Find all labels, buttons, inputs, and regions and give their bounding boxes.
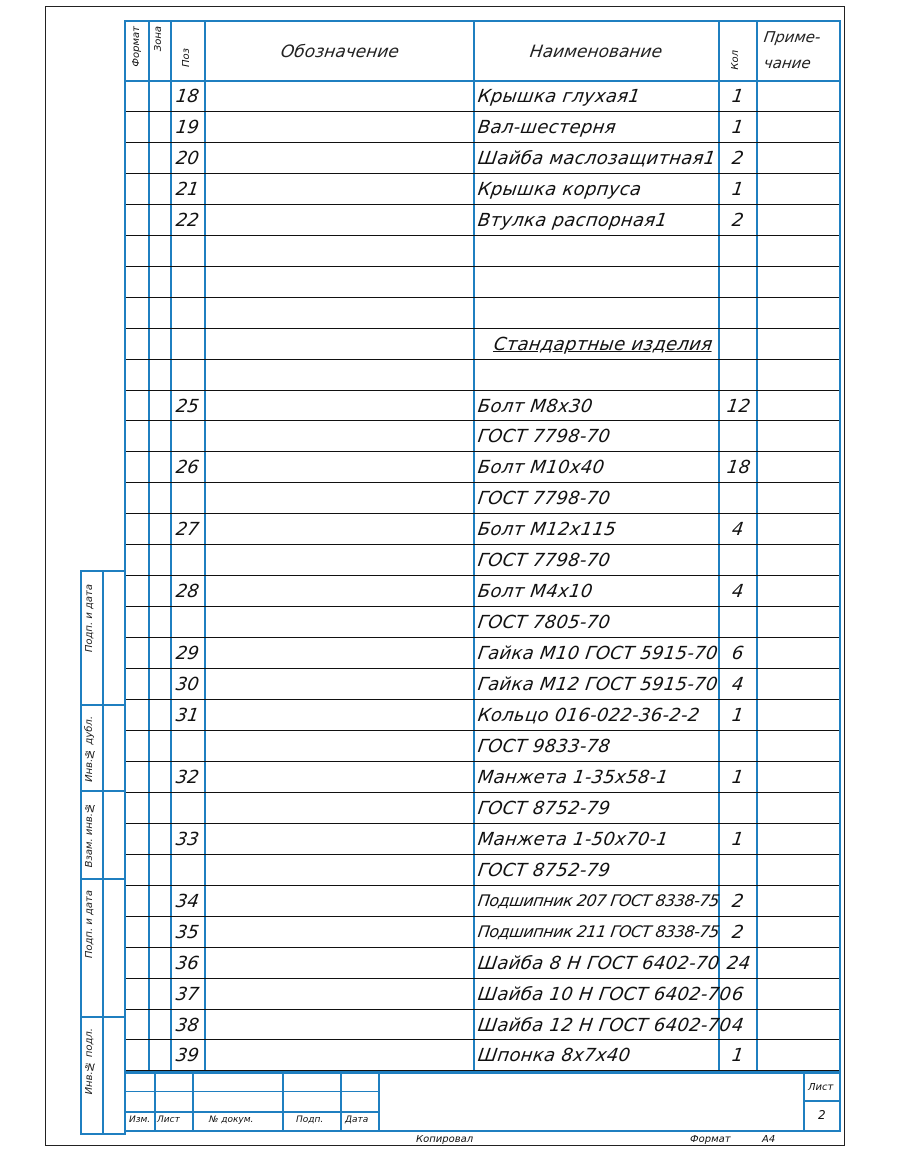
- row-divider: [126, 637, 839, 638]
- col-line-designation: [473, 22, 475, 1070]
- row-qty: 12: [725, 395, 752, 417]
- title-sheet-label: Лист: [808, 1082, 834, 1093]
- col-line-pos: [204, 22, 206, 1070]
- row-name: Манжета 1-50х70-1: [476, 828, 670, 850]
- side-stamp: [80, 570, 126, 1135]
- row-divider: [126, 173, 839, 174]
- header-name: Наименование: [528, 42, 664, 62]
- row-qty: 2: [730, 209, 746, 231]
- row-name: Крышка корпуса: [476, 178, 643, 200]
- row-divider: [126, 482, 839, 483]
- col-line-name: [718, 22, 720, 1070]
- row-pos: 29: [174, 643, 201, 665]
- row-name: Втулка распорная1: [476, 209, 669, 231]
- row-divider: [126, 111, 839, 112]
- header-note-line2: чание: [762, 54, 813, 72]
- row-divider: [126, 420, 839, 421]
- row-name: ГОСТ 7805-70: [476, 612, 612, 634]
- row-divider: [126, 854, 839, 855]
- col-line-zone: [170, 22, 172, 1070]
- side-label: Подп. и дата: [84, 584, 95, 653]
- header-designation: Обозначение: [279, 42, 401, 62]
- row-name: Болт М8х30: [476, 395, 595, 417]
- row-qty: 6: [730, 643, 746, 665]
- row-name: Подшипник 211 ГОСТ 8338-75: [476, 921, 721, 941]
- footer-format-value: А4: [762, 1134, 776, 1145]
- row-pos: 26: [174, 457, 201, 479]
- row-pos: 22: [174, 209, 201, 231]
- row-divider: [126, 544, 839, 545]
- row-qty: 4: [730, 581, 746, 603]
- specification-table: [124, 20, 841, 1072]
- row-qty: 4: [730, 1014, 746, 1036]
- title-col-5: [378, 1072, 380, 1130]
- row-divider: [126, 792, 839, 793]
- row-pos: 36: [174, 952, 201, 974]
- row-name: Шайба 12 Н ГОСТ 6402-70: [476, 1014, 733, 1036]
- row-divider: [126, 142, 839, 143]
- row-pos: 18: [174, 86, 201, 107]
- row-divider: [126, 885, 839, 886]
- side-label: Инв.№ дубл.: [84, 716, 95, 782]
- row-name: Болт М12х115: [476, 519, 618, 541]
- title-col-4: [340, 1072, 342, 1130]
- row-name: ГОСТ 7798-70: [476, 550, 612, 572]
- row-name: Шайба маслозащитная1: [476, 147, 718, 169]
- section-heading: Стандартные изделия: [492, 333, 715, 355]
- side-label: Подп. и дата: [84, 890, 95, 959]
- row-name: Гайка М10 ГОСТ 5915-70: [476, 643, 720, 665]
- row-divider: [126, 947, 839, 948]
- row-pos: 37: [174, 983, 201, 1005]
- title-top-line: [126, 1072, 839, 1074]
- title-list: Лист: [157, 1115, 180, 1125]
- side-inner-line: [102, 572, 104, 1133]
- row-pos: 38: [174, 1014, 201, 1036]
- row-divider: [126, 730, 839, 731]
- row-pos: 25: [174, 395, 201, 417]
- header-qty: Кол: [730, 50, 741, 70]
- header-divider: [126, 80, 839, 82]
- row-divider: [126, 699, 839, 700]
- header-format: Формат: [131, 26, 142, 67]
- side-label: Взам. инв.№: [84, 802, 95, 868]
- row-qty: 4: [730, 674, 746, 696]
- row-name: ГОСТ 8752-79: [476, 859, 612, 881]
- footer-format-label: Формат: [690, 1134, 731, 1145]
- row-divider: [126, 328, 839, 329]
- row-qty: 2: [730, 921, 746, 943]
- row-name: ГОСТ 7798-70: [476, 426, 612, 448]
- row-qty: 24: [725, 952, 752, 974]
- row-qty: 1: [730, 178, 746, 200]
- row-name: Манжета 1-35х58-1: [476, 766, 670, 788]
- row-pos: 34: [174, 890, 201, 912]
- row-pos: 20: [174, 147, 201, 169]
- title-col-2: [192, 1072, 194, 1130]
- row-name: Кольцо 016-022-36-2-2: [476, 705, 702, 726]
- row-name: Гайка М12 ГОСТ 5915-70: [476, 674, 720, 696]
- row-name: ГОСТ 7798-70: [476, 488, 612, 510]
- row-divider: [126, 761, 839, 762]
- row-divider: [126, 668, 839, 669]
- row-divider: [126, 235, 839, 236]
- footer-copied: Копировал: [416, 1134, 474, 1145]
- header-note-line1: Приме-: [762, 28, 822, 46]
- row-divider: [126, 266, 839, 267]
- row-qty: 2: [730, 147, 746, 169]
- title-col-3: [282, 1072, 284, 1130]
- row-name: Шайба 8 Н ГОСТ 6402-70: [476, 952, 722, 974]
- row-qty: 6: [730, 983, 746, 1005]
- row-divider: [126, 1039, 839, 1040]
- row-name: Вал-шестерня: [476, 116, 618, 138]
- title-block: [124, 1072, 841, 1132]
- row-divider: [126, 823, 839, 824]
- row-qty: 1: [730, 705, 746, 726]
- row-qty: 1: [730, 1045, 746, 1067]
- title-sheet-divider: [803, 1100, 839, 1102]
- title-sign: Подп.: [296, 1115, 324, 1125]
- row-divider: [126, 204, 839, 205]
- row-divider: [126, 1009, 839, 1010]
- side-label: Инв.№ подл.: [84, 1028, 95, 1095]
- row-pos: 31: [174, 705, 201, 726]
- row-divider: [126, 513, 839, 514]
- row-qty: 4: [730, 519, 746, 541]
- row-qty: 1: [730, 766, 746, 788]
- row-name: Крышка глухая1: [476, 86, 642, 107]
- title-date: Дата: [345, 1115, 369, 1125]
- row-divider: [126, 606, 839, 607]
- row-qty: 1: [730, 828, 746, 850]
- row-name: Болт М10х40: [476, 457, 606, 479]
- row-pos: 30: [174, 674, 201, 696]
- title-doc-no: № докум.: [209, 1115, 254, 1125]
- row-pos: 39: [174, 1045, 201, 1067]
- row-pos: 21: [174, 178, 201, 200]
- row-pos: 32: [174, 766, 201, 788]
- row-qty: 2: [730, 890, 746, 912]
- row-qty: 1: [730, 86, 746, 107]
- row-qty: 1: [730, 116, 746, 138]
- title-col-1: [154, 1072, 156, 1130]
- row-divider: [126, 390, 839, 391]
- row-qty: 18: [725, 457, 752, 479]
- row-pos: 19: [174, 116, 201, 138]
- row-divider: [126, 451, 839, 452]
- header-zone: Зона: [153, 26, 164, 52]
- row-divider: [126, 575, 839, 576]
- row-name: Подшипник 207 ГОСТ 8338-75: [476, 890, 721, 910]
- row-divider: [126, 297, 839, 298]
- row-divider: [126, 359, 839, 360]
- row-name: ГОСТ 9833-78: [476, 735, 612, 757]
- row-pos: 35: [174, 921, 201, 943]
- col-line-qty: [756, 22, 758, 1070]
- col-line-format: [148, 22, 150, 1070]
- row-divider: [126, 916, 839, 917]
- row-name: Болт М4х10: [476, 581, 595, 603]
- title-izm: Изм.: [129, 1115, 151, 1125]
- row-divider: [126, 978, 839, 979]
- row-pos: 28: [174, 581, 201, 603]
- title-sheet-number: 2: [818, 1108, 826, 1122]
- row-pos: 27: [174, 519, 201, 541]
- row-name: Шайба 10 Н ГОСТ 6402-70: [476, 983, 733, 1005]
- row-name: Шпонка 8х7х40: [476, 1045, 632, 1067]
- row-name: ГОСТ 8752-79: [476, 797, 612, 819]
- row-pos: 33: [174, 828, 201, 850]
- header-pos: Поз: [181, 48, 192, 67]
